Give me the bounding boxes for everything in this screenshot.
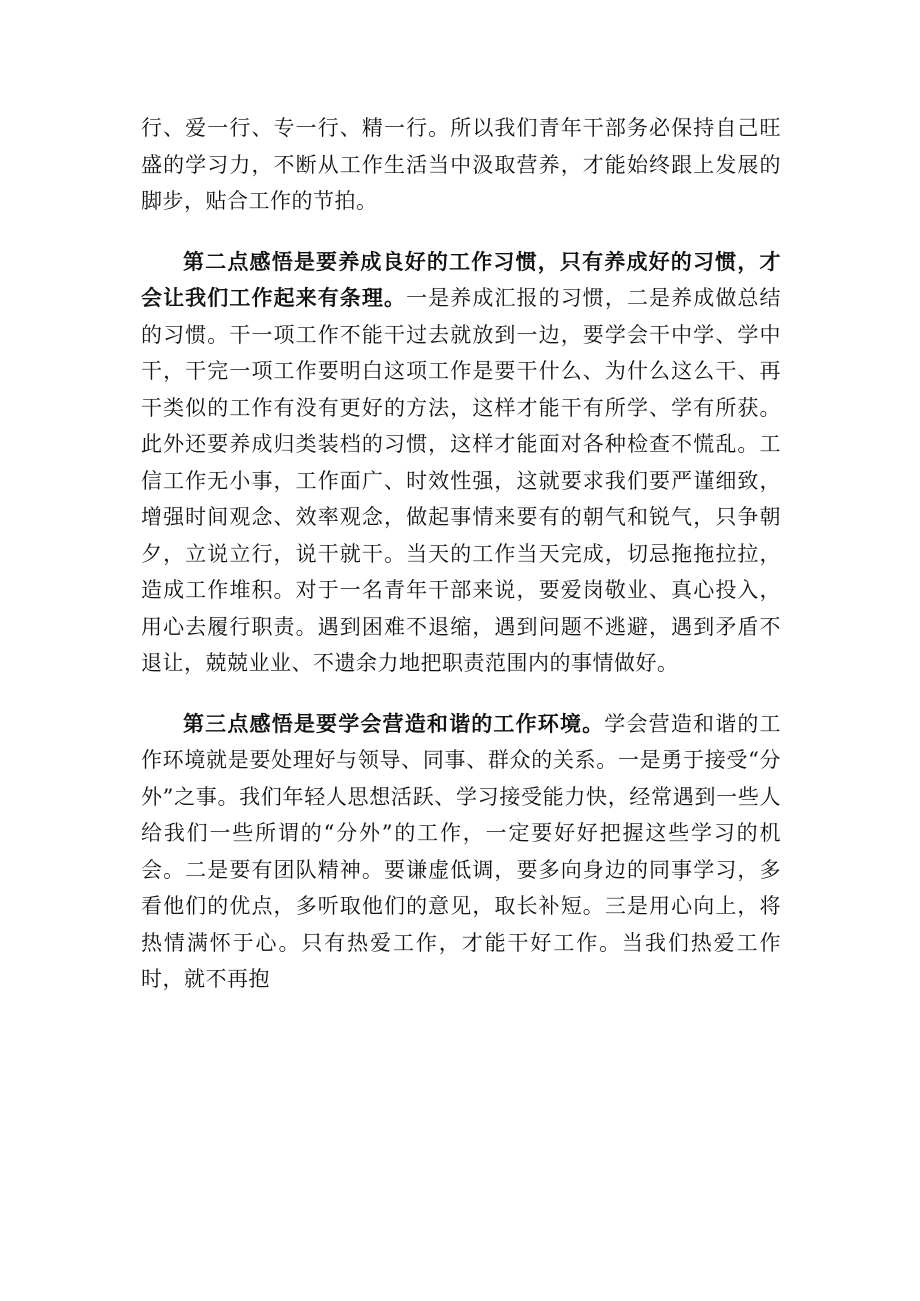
paragraph-text: 学会营造和谐的工作环境就是要处理好与领导、同事、群众的关系。一是勇于接受“分外”之事。我们年轻人思想活跃、学习接受能力快，经常遇到一些人给我们一些所谓的“分外”的工作，一定要好好把握这些学习的机会。二是要有团队精神。要谦虚低调，要多向身边的同事学习，多看他们的优点，多听取他们的意见，取长补短。三是用心向上，将热情满怀于心。只有热爱工作，才能干好工作。当我们热爱工作时，就不再抱: [141, 711, 782, 991]
document-page: [141, 110, 781, 998]
paragraph-second-insight: [141, 244, 781, 682]
paragraph-lead-heading: 第二点感悟是要养成良好的工作习惯，只有养成好的习惯，才会让我们工作起来有条理。: [141, 248, 781, 310]
paragraph-text: 行、爱一行、专一行、精一行。所以我们青年干部务必保持自己旺盛的学习力，不断从工作生活当中汲取营养，才能始终跟上发展的脚步，贴合工作的节拍。: [141, 116, 781, 213]
paragraph-third-insight: [141, 706, 781, 998]
paragraph-continuation: [141, 110, 781, 220]
paragraph-text: 一是养成汇报的习惯，二是养成做总结的习惯。干一项工作不能干过去就放到一边，要学会干中学、学中干，干完一项工作要明白这项工作是要干什么、为什么这么干、再干类似的工作有没有更好的方法，这样才能干有所学、学有所获。此外还要养成归类装档的习惯，这样才能面对各种检查不慌乱。工信工作无小事，工作面广、时效性强，这就要求我们要严谨细致，增强时间观念、效率观念，做起事情来要有的朝气和锐气，只争朝夕，立说立行，说干就干。当天的工作当天完成，切忌拖拖拉拉，造成工作堆积。对于一名青年干部来说，要爱岗敬业、真心投入，用心去履行职责。遇到困难不退缩，遇到问题不逃避，遇到矛盾不退让，兢兢业业、不遗余力地把职责范围内的事情做好。: [141, 286, 782, 675]
paragraph-lead-heading: 第三点感悟是要学会营造和谐的工作环境。: [183, 710, 605, 736]
